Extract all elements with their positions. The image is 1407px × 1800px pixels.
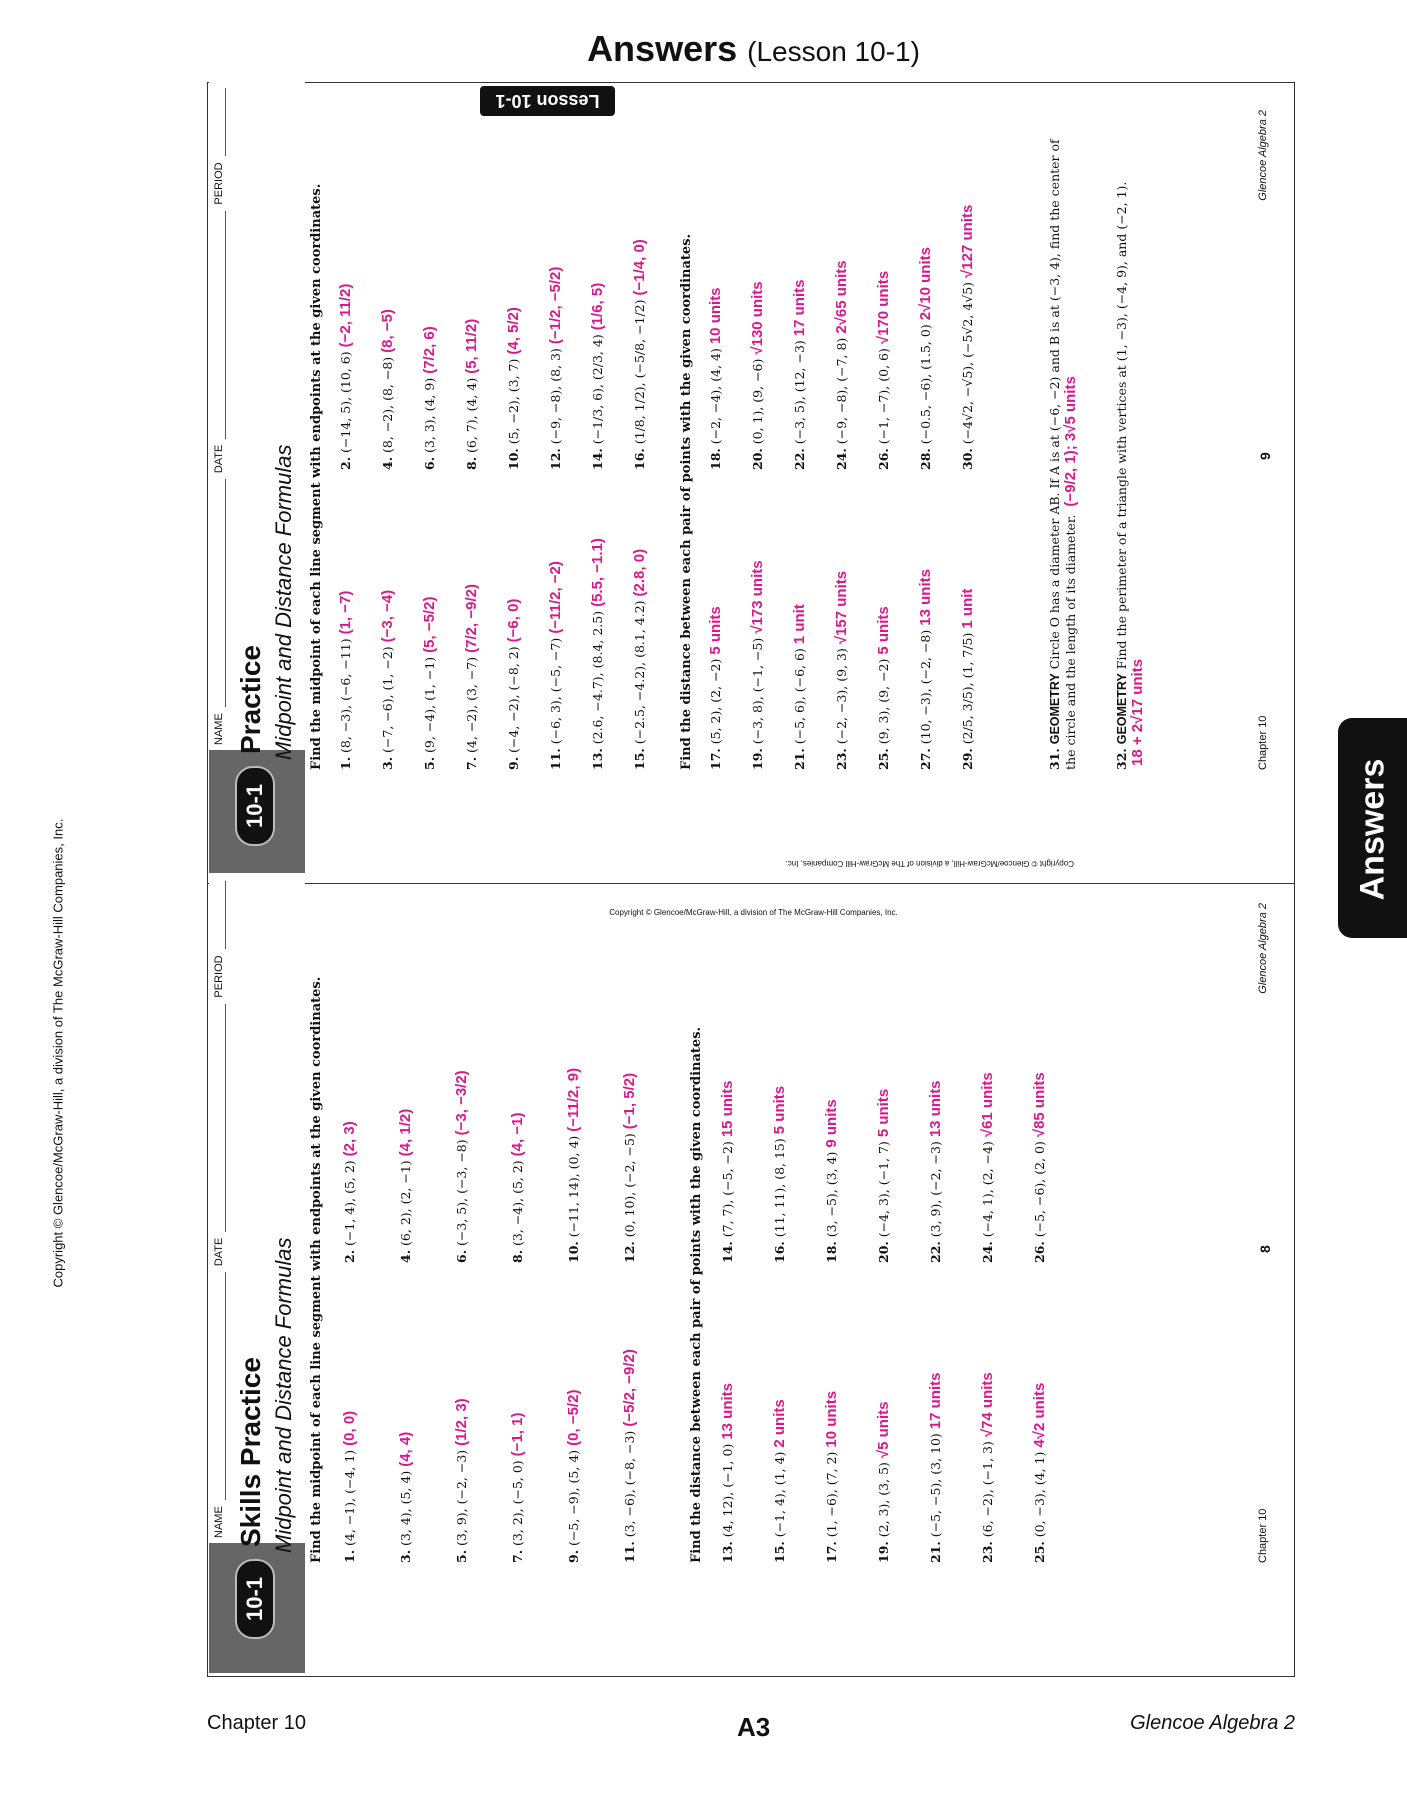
problem-number: 13.	[720, 1541, 735, 1563]
problem-coordinates: (3, −5), (3, 4)	[824, 1151, 839, 1238]
problem-number: 11.	[622, 1541, 637, 1563]
problem-item	[509, 1413, 526, 1563]
answers-side-tab	[1338, 718, 1407, 938]
problem-number: 21.	[928, 1541, 943, 1563]
copyright-middle: Copyright © Glencoe/McGraw-Hill, a division of The McGraw-Hill Companies, Inc.	[609, 908, 898, 917]
problem-coordinates: (2.6, −4.7), (8.4, 2.5)	[590, 610, 605, 745]
lesson-number-badge: 10-1	[235, 766, 275, 846]
problem-item	[453, 1070, 470, 1263]
problem-item	[589, 538, 606, 770]
problem-coordinates: (8, −3), (−6, −11)	[338, 638, 353, 753]
problem-item	[505, 599, 522, 770]
problem-number: 16.	[772, 1241, 787, 1263]
problem-number: 17.	[824, 1541, 839, 1563]
problem-item	[565, 1390, 582, 1563]
problem-item	[833, 571, 850, 770]
question-text: Circle O has a diameter AB. If A is at (−6, −2) and B is at (−3, 4), find the center of the circle and the length of its diameter.	[1047, 139, 1078, 770]
problem-coordinates: (−3, 5), (−3, −8)	[454, 1139, 469, 1246]
problem-number: 15.	[632, 748, 647, 770]
problem-number: 2.	[338, 456, 353, 470]
problem-answer: (1, −7)	[337, 590, 354, 635]
lesson-tab: Lesson 10-1	[480, 86, 615, 116]
problem-coordinates: (−9, −8), (8, 3)	[548, 348, 563, 445]
problem-answer: √74 units	[979, 1372, 996, 1438]
problem-coordinates: (3, −6), (−8, −3)	[622, 1430, 637, 1538]
problem-answer: √173 units	[749, 560, 766, 634]
problem-item	[979, 1072, 996, 1263]
problem-item	[421, 326, 438, 470]
problem-item	[749, 281, 766, 470]
problem-number: 14.	[590, 448, 605, 470]
problem-item	[749, 560, 766, 770]
problem-item	[397, 1432, 414, 1563]
question-text: Find the perimeter of a triangle with vertices at (1, −3), (−4, 9), and (−2, 1).	[1114, 181, 1129, 670]
copyright-vertical: Copyright © Glencoe/McGraw-Hill, a division of The McGraw-Hill Companies, Inc.	[50, 818, 66, 1288]
problem-answer: 2√65 units	[833, 260, 850, 334]
copyright-middle-inverted: Copyright © Glencoe/McGraw-Hill, a division of The McGraw-Hill Companies, Inc.	[785, 859, 1074, 868]
worksheet-title: Skills Practice	[235, 1357, 266, 1547]
problem-answer: 17 units	[927, 1372, 944, 1430]
problem-coordinates: (3, 9), (−2, −3)	[454, 1449, 469, 1546]
problem-answer: √85 units	[1031, 1072, 1048, 1138]
problem-item	[463, 584, 480, 770]
problem-number: 7.	[510, 1549, 525, 1563]
problem-coordinates: (−1, 4), (5, 2)	[342, 1160, 357, 1246]
problem-number: 14.	[720, 1241, 735, 1263]
problem-number: 24.	[980, 1241, 995, 1263]
problem-number: 13.	[590, 748, 605, 770]
problem-number: 12.	[548, 448, 563, 470]
problem-item	[927, 1080, 944, 1263]
problem-answer: (−6, 0)	[505, 598, 522, 643]
problem-answer: 13 units	[719, 1382, 736, 1440]
problem-item	[707, 606, 724, 770]
problem-answer: 17 units	[791, 279, 808, 337]
problem-answer: √157 units	[833, 570, 850, 645]
problem-number: 25.	[1032, 1541, 1047, 1563]
problem-answer: (−11/2, 9)	[565, 1067, 582, 1132]
question-number: 31.	[1047, 748, 1062, 770]
problem-item	[875, 1402, 892, 1563]
problem-number: 28.	[918, 448, 933, 470]
problem-answer: 10 units	[707, 287, 724, 345]
problem-answer: 2√10 units	[917, 247, 934, 321]
problem-number: 27.	[918, 748, 933, 770]
problem-answer: (4, 4)	[397, 1431, 414, 1467]
problem-answer: (−3, −3/2)	[453, 1070, 470, 1136]
problem-coordinates: (−3, 8), (−1, −5)	[750, 637, 765, 745]
worksheet-subtitle: Midpoint and Distance Formulas	[271, 1237, 296, 1553]
problem-coordinates: (6, 2), (2, −1)	[398, 1160, 413, 1246]
title-sub: (Lesson 10-1)	[747, 36, 920, 67]
problem-number: 8.	[510, 1249, 525, 1263]
problem-coordinates: (−5, 6), (−6, 6)	[792, 648, 807, 745]
problem-coordinates: (4, 12), (−1, 0)	[720, 1443, 735, 1538]
problem-item	[547, 561, 564, 770]
problem-item	[979, 1372, 996, 1563]
problem-answer: 5 units	[875, 606, 892, 655]
footer-page-number: 9	[1257, 452, 1273, 460]
problem-item	[823, 1099, 840, 1263]
lesson-number-badge: 10-1	[235, 1559, 275, 1639]
problem-answer: (−11/2, −2)	[547, 561, 564, 634]
problem-number: 9.	[506, 756, 521, 770]
problem-number: 20.	[876, 1241, 891, 1263]
name-label: NAME	[213, 713, 225, 745]
problem-item	[771, 1086, 788, 1263]
problem-coordinates: (4, −1), (−4, 1)	[342, 1449, 357, 1546]
page-footer-number: A3	[737, 1712, 771, 1742]
problem-answer: (4, 5/2)	[505, 307, 522, 355]
problem-item	[823, 1391, 840, 1563]
problem-answer: 1 unit	[791, 604, 808, 645]
problem-answer: (4, 1/2)	[397, 1108, 414, 1157]
problem-number: 5.	[454, 1549, 469, 1563]
instructions-distance: Find the distance between each pair of points with the given coordinates.	[689, 1026, 704, 1563]
problem-item	[707, 287, 724, 470]
problem-item	[959, 205, 976, 470]
footer-page-number: 8	[1257, 1245, 1273, 1253]
problem-answer: (1/6, 5)	[589, 282, 606, 331]
instructions-midpoint: Find the midpoint of each line segment with endpoints at the given coordinates.	[309, 976, 324, 1563]
problem-coordinates: (−6, 3), (−5, −7)	[548, 637, 563, 745]
date-label: DATE	[213, 1237, 225, 1267]
problem-number: 18.	[708, 448, 723, 470]
problem-item	[505, 307, 522, 470]
problem-number: 30.	[960, 448, 975, 470]
problem-item	[337, 284, 354, 470]
worksheet-title: Practice	[235, 645, 266, 754]
page-title	[0, 28, 1407, 70]
name-date-period-row	[213, 881, 226, 1538]
problem-answer: 5 units	[875, 1088, 892, 1138]
problem-coordinates: (3, 2), (−5, 0)	[510, 1460, 525, 1546]
problem-answer: √170 units	[875, 270, 892, 345]
problem-coordinates: (1, −6), (7, 2)	[824, 1451, 839, 1538]
problem-number: 26.	[1032, 1241, 1047, 1263]
problem-coordinates: (9, −4), (1, −1)	[422, 656, 437, 753]
answer: (−9/2, 1); 3√5 units	[1062, 376, 1079, 507]
problem-number: 23.	[980, 1541, 995, 1563]
problem-answer: 13 units	[927, 1080, 944, 1138]
skills-practice-worksheet	[209, 873, 1294, 1673]
problem-coordinates: (2, 3), (3, 5)	[876, 1462, 891, 1538]
problem-number: 17.	[708, 748, 723, 770]
problem-item	[631, 239, 648, 470]
name-date-period-row	[213, 88, 226, 745]
problem-number: 26.	[876, 448, 891, 470]
problem-answer: (−1/4, 0)	[631, 239, 648, 296]
problem-answer: (−3, −4)	[379, 589, 396, 643]
problem-item	[397, 1109, 414, 1263]
problem-coordinates: (1/8, 1/2), (−5/8, −1/2)	[632, 299, 647, 445]
problem-number: 22.	[928, 1241, 943, 1263]
problem-answer: (4, −1)	[509, 1112, 526, 1157]
problem-answer: 13 units	[917, 569, 934, 626]
problem-answer: 10 units	[823, 1390, 840, 1448]
problem-number: 7.	[464, 756, 479, 770]
problem-item	[421, 597, 438, 770]
problem-coordinates: (6, 7), (4, 4)	[464, 377, 479, 453]
worksheet-subtitle: Midpoint and Distance Formulas	[271, 444, 296, 760]
problem-number: 23.	[834, 748, 849, 770]
problem-answer: (8, −5)	[379, 309, 396, 353]
problem-number: 18.	[824, 1241, 839, 1263]
problem-coordinates: (−0.5, −6), (1.5, 0)	[918, 324, 933, 445]
problem-coordinates: (−4, −2), (−8, 2)	[506, 646, 521, 753]
problem-answer: (−2, 11/2)	[337, 283, 354, 348]
problem-coordinates: (0, 10), (−2, −5)	[622, 1133, 637, 1238]
problem-answer: (1/2, 3)	[453, 1398, 470, 1446]
problem-number: 29.	[960, 748, 975, 770]
problem-answer: (5, −5/2)	[421, 596, 438, 653]
problem-coordinates: (−1/3, 6), (2/3, 4)	[590, 334, 605, 445]
problem-answer: √127 units	[959, 204, 976, 278]
problem-item	[719, 1080, 736, 1263]
problem-item	[719, 1383, 736, 1563]
problem-answer: 5 units	[771, 1085, 788, 1135]
problem-number: 10.	[566, 1241, 581, 1263]
question-32	[1114, 120, 1146, 770]
problem-number: 2.	[342, 1249, 357, 1263]
problem-number: 25.	[876, 748, 891, 770]
problem-number: 6.	[454, 1249, 469, 1263]
page-footer-book: Glencoe Algebra 2	[1130, 1712, 1295, 1734]
problem-coordinates: (−3, 5), (12, −3)	[792, 340, 807, 445]
problem-item	[337, 591, 354, 770]
problem-coordinates: (−1, −7), (0, 6)	[876, 348, 891, 445]
problem-item	[875, 606, 892, 770]
question-number: 32.	[1114, 748, 1129, 770]
title-main: Answers	[587, 28, 738, 69]
problem-answer: (7/2, 6)	[421, 326, 438, 374]
problem-coordinates: (3, 3), (4, 9)	[422, 377, 437, 453]
problem-item	[565, 1068, 582, 1263]
problem-coordinates: (−2.5, −4.2), (8.1, 4.2)	[632, 600, 647, 745]
problem-number: 1.	[342, 1549, 357, 1563]
problem-number: 11.	[548, 748, 563, 770]
problem-coordinates: (3, −4), (5, 2)	[510, 1160, 525, 1246]
problem-coordinates: (−5, −9), (5, 4)	[566, 1449, 581, 1546]
problem-number: 9.	[566, 1549, 581, 1563]
problem-coordinates: (6, −2), (−1, 3)	[980, 1441, 995, 1538]
problem-coordinates: (0, −3), (4, 1)	[1032, 1451, 1047, 1538]
problem-coordinates: (3, 4), (5, 4)	[398, 1470, 413, 1546]
problem-coordinates: (−1, 4), (1, 4)	[772, 1451, 787, 1538]
answer: 18 + 2√17 units	[1129, 658, 1146, 766]
problem-answer: (−1, 5/2)	[621, 1072, 638, 1130]
problem-answer: (0, 0)	[341, 1410, 358, 1446]
problem-answer: (2, 3)	[341, 1121, 358, 1157]
page-footer-chapter: Chapter 10	[207, 1712, 306, 1734]
problem-coordinates: (0, 1), (9, −6)	[750, 358, 765, 445]
problem-number: 4.	[398, 1249, 413, 1263]
problem-answer: (−1, 1)	[509, 1412, 526, 1457]
problem-item	[791, 604, 808, 770]
problem-number: 5.	[422, 756, 437, 770]
problem-item	[791, 280, 808, 470]
problem-coordinates: (−2, −3), (9, 3)	[834, 648, 849, 745]
problem-item	[547, 267, 564, 470]
problem-number: 10.	[506, 448, 521, 470]
problem-item	[509, 1113, 526, 1263]
problem-number: 3.	[398, 1549, 413, 1563]
problem-number: 3.	[380, 756, 395, 770]
problem-coordinates: (−4, 3), (−1, 7)	[876, 1141, 891, 1238]
problem-coordinates: (−11, 14), (0, 4)	[566, 1135, 581, 1238]
problem-item	[917, 569, 934, 770]
problem-coordinates: (3, 9), (−2, −3)	[928, 1141, 943, 1238]
problem-coordinates: (7, 7), (−5, −2)	[720, 1141, 735, 1238]
period-label: PERIOD	[213, 162, 225, 205]
problem-number: 24.	[834, 448, 849, 470]
problem-answer: (0, −5/2)	[565, 1389, 582, 1446]
problem-number: 21.	[792, 748, 807, 770]
problem-coordinates: (4, −2), (3, −7)	[464, 656, 479, 753]
problem-item	[341, 1411, 358, 1563]
problem-number: 19.	[876, 1541, 891, 1563]
problem-answer: 1 unit	[959, 588, 976, 629]
problem-number: 22.	[792, 448, 807, 470]
footer-chapter: Chapter 10	[1257, 715, 1269, 770]
problem-item	[917, 247, 934, 470]
problem-coordinates: (−2, −4), (4, 4)	[708, 348, 723, 445]
problem-answer: √130 units	[749, 281, 766, 355]
problem-number: 12.	[622, 1241, 637, 1263]
problem-answer: 2 units	[771, 1399, 788, 1448]
problem-coordinates: (10, −3), (−2, −8)	[918, 629, 933, 745]
problem-answer: (−5/2, −9/2)	[621, 1349, 638, 1427]
problem-number: 16.	[632, 448, 647, 470]
practice-worksheet	[209, 80, 1294, 880]
answers-side-tab-label: Answers	[1353, 758, 1392, 901]
problem-item	[927, 1373, 944, 1563]
footer-book: Glencoe Algebra 2	[1257, 110, 1269, 201]
problem-number: 4.	[380, 456, 395, 470]
problem-item	[379, 590, 396, 770]
problem-coordinates: (−7, −6), (1, −2)	[380, 646, 395, 753]
problem-coordinates: (9, 3), (9, −2)	[876, 658, 891, 745]
instructions-midpoint: Find the midpoint of each line segment with endpoints at the given coordinates.	[309, 183, 324, 770]
problem-answer: (5, 11/2)	[463, 318, 480, 374]
problem-answer: (5.5, −1.1)	[589, 538, 606, 607]
name-label: NAME	[213, 1506, 225, 1538]
footer-chapter: Chapter 10	[1257, 1508, 1269, 1563]
problem-item	[875, 271, 892, 470]
problem-coordinates: (2/5, 3/5), (1, 7/5)	[960, 632, 975, 745]
problem-number: 8.	[464, 456, 479, 470]
problem-coordinates: (−5, −6), (2, 0)	[1032, 1141, 1047, 1238]
problem-answer: (7/2, −9/2)	[463, 584, 480, 653]
problem-item	[379, 309, 396, 470]
problem-answer: 5 units	[707, 606, 724, 655]
question-label: GEOMETRY	[1115, 673, 1129, 745]
problem-item	[621, 1073, 638, 1263]
date-label: DATE	[213, 444, 225, 474]
problem-coordinates: (−5, −5), (3, 10)	[928, 1433, 943, 1538]
problem-item	[621, 1349, 638, 1563]
problem-number: 6.	[422, 456, 437, 470]
problem-coordinates: (5, 2), (2, −2)	[708, 658, 723, 745]
problem-item	[631, 549, 648, 770]
problem-coordinates: (−4√2, −√5), (−5√2, 4√5)	[960, 281, 975, 445]
problem-coordinates: (11, 11), (8, 15)	[772, 1138, 787, 1238]
problem-coordinates: (−4, 1), (2, −4)	[980, 1141, 995, 1238]
problem-item	[463, 319, 480, 470]
problem-answer: √61 units	[979, 1072, 996, 1138]
problem-item	[875, 1089, 892, 1263]
problem-coordinates: (5, −2), (3, 7)	[506, 358, 521, 445]
problem-item	[833, 260, 850, 470]
footer-book: Glencoe Algebra 2	[1257, 903, 1269, 994]
problem-item	[589, 283, 606, 470]
problem-number: 1.	[338, 756, 353, 770]
question-31	[1047, 120, 1079, 770]
problem-answer: 4√2 units	[1031, 1382, 1048, 1448]
problem-number: 20.	[750, 448, 765, 470]
problem-coordinates: (8, −2), (8, −8)	[380, 356, 395, 453]
problem-answer: (2.8, 0)	[631, 548, 648, 597]
problem-answer: (−1/2, −5/2)	[547, 266, 564, 345]
question-label: GEOMETRY	[1048, 673, 1062, 745]
problem-item	[959, 589, 976, 770]
problem-number: 19.	[750, 748, 765, 770]
problem-item	[341, 1121, 358, 1263]
problem-item	[453, 1398, 470, 1563]
problem-item	[771, 1399, 788, 1563]
problem-answer: √5 units	[875, 1401, 892, 1459]
problem-answer: 15 units	[719, 1080, 736, 1138]
problem-item	[1031, 1383, 1048, 1563]
problem-coordinates: (−9, −8), (−7, 8)	[834, 337, 849, 445]
problem-coordinates: (−14, 5), (10, 6)	[338, 351, 353, 453]
period-label: PERIOD	[213, 955, 225, 998]
problem-item	[1031, 1072, 1048, 1263]
problem-answer: 9 units	[823, 1099, 840, 1148]
problem-number: 15.	[772, 1541, 787, 1563]
instructions-distance: Find the distance between each pair of points with the given coordinates.	[679, 233, 694, 770]
